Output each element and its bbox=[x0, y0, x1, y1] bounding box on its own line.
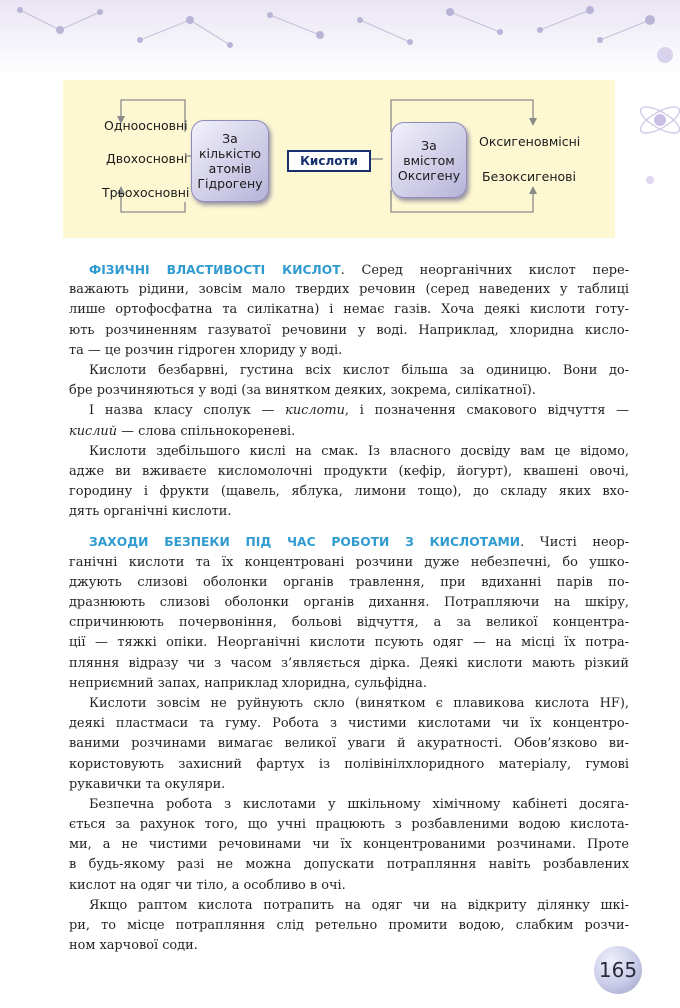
section-heading-safety: ЗАХОДИ БЕЗПЕКИ ПІД ЧАС РОБОТИ З КИСЛОТАМИ bbox=[89, 535, 521, 550]
text-line: І назва класу сполук — кислоти, і позначення смакового відчуття — bbox=[89, 403, 629, 419]
text-line: Безпечна робота з кислотами у шкільному хімічному кабінеті досяга- bbox=[89, 796, 629, 812]
hydrogen-box-line: За bbox=[222, 131, 238, 146]
hydrogen-box-line: Гідрогену bbox=[197, 176, 263, 191]
text-line: ЗАХОДИ БЕЗПЕКИ ПІД ЧАС РОБОТИ З КИСЛОТАМИ. Чисті неор- bbox=[89, 535, 629, 551]
text-line: кислий — слова спільнокореневі. bbox=[69, 423, 296, 439]
text-line: Кислоти безбарвні, густина всіх кислот більша за одиницю. Вони до- bbox=[89, 362, 629, 378]
text-line: ють розчиненням газуватої речовини у воді. Наприклад, хлоридна кисло- bbox=[69, 322, 629, 338]
text-line: джують слизові оболонки органів травлення, при вдиханні парів по- bbox=[69, 574, 629, 590]
acid-classification-diagram bbox=[63, 80, 615, 238]
hydrogen-box-line: кількістю bbox=[198, 146, 262, 161]
molecule-decoration bbox=[0, 0, 680, 80]
text-line: важають рідини, зовсім мало твердих речовин (серед наведених у таблиці bbox=[69, 282, 629, 298]
text-line: рукавички та окуляри. bbox=[69, 776, 226, 792]
text-line: користовують захисний фартух із полівінілхлоридного матеріалу, гумові bbox=[69, 756, 629, 772]
text-line: ганічні кислоти та їх концентровані розчини дуже небезпечні, бо ушко- bbox=[69, 554, 629, 570]
text-line: пляння відразу чи з часом з’являється дірка. Деякі кислоти мають різкий bbox=[69, 655, 629, 671]
page-body bbox=[69, 260, 629, 956]
atom-decoration bbox=[620, 70, 680, 210]
text-line: деякі пластмаси та гуму. Робота з чистими кислотами чи їх концентро- bbox=[69, 716, 629, 732]
text-line: бре розчиняються у воді (за винятком деяких, зокрема, силікатної). bbox=[69, 383, 536, 399]
text-line: ми, а не чистими речовинами чи їх концентрованими розчинами. Проте bbox=[69, 837, 629, 853]
hydrogen-box-line: атомів bbox=[208, 161, 252, 176]
text-line: ції — тяжкі опіки. Неорганічні кислоти псують одяг — на місці їх потра- bbox=[69, 635, 629, 651]
text-line: та — це розчин гідроген хлориду у воді. bbox=[69, 342, 343, 358]
text-line: ваними розчинами вимагає великої уваги й акуратності. Обов’язково ви- bbox=[69, 736, 629, 752]
text-line: неприємний запах, наприклад хлоридна, сульфідна. bbox=[69, 675, 427, 691]
acids-center-label: Кислоти bbox=[287, 150, 371, 172]
left-item-tribasic: Трьохосновні bbox=[102, 185, 190, 200]
text-line: городину і фрукти (щавель, яблука, лимони тощо), до складу яких вхо- bbox=[69, 484, 629, 500]
left-item-dibasic: Двохосновні bbox=[106, 151, 188, 166]
left-item-monobasic: Одноосновні bbox=[104, 118, 188, 133]
text-line: ри, то місце потрапляння слід ретельно промити водою, слабким розчи- bbox=[69, 918, 629, 933]
text-line: спричинюють почервоніння, больові відчуття, а за великої концентра- bbox=[69, 615, 629, 631]
page-number: 165 bbox=[594, 946, 642, 994]
right-item-oxygen-free: Безоксигенові bbox=[482, 169, 577, 184]
oxygen-box-line: За bbox=[421, 137, 437, 153]
oxygen-box-line: вмістом bbox=[403, 152, 455, 168]
text-line: Кислоти здебільшого кислі на смак. Із власного досвіду вам це відомо, bbox=[89, 443, 629, 459]
text-line: в будь-якому разі не можна допускати потрапляння навіть розбавлених bbox=[69, 857, 629, 873]
text-line: Кислоти зовсім не руйнують скло (винятком є плавикова кислота HF), bbox=[89, 695, 629, 711]
italic-term: кислоти bbox=[285, 403, 345, 419]
text-line: лише ортофосфатна та силікатна) і немає газів. Хоча деякі кислоти готу- bbox=[69, 302, 629, 318]
text-line: Якщо раптом кислота потрапить на одяг чи на відкриту ділянку шкі- bbox=[89, 897, 629, 913]
italic-term: кислий bbox=[69, 423, 118, 439]
text-line: ФІЗИЧНІ ВЛАСТИВОСТІ КИСЛОТ. Серед неорганічних кислот пере- bbox=[89, 263, 629, 278]
text-line: дять органічні кислоти. bbox=[69, 504, 232, 520]
section-heading-physical-properties: ФІЗИЧНІ ВЛАСТИВОСТІ КИСЛОТ bbox=[89, 263, 341, 277]
text-line: адже ви вживаєте кисломолочні продукти (кефір, йогурт), квашені овочі, bbox=[69, 463, 629, 479]
oxygen-content-box bbox=[391, 122, 467, 198]
oxygen-box-line: Оксигену bbox=[397, 167, 461, 183]
text-line: ється за рахунок того, що учні працюють з розбавленими водою кислота- bbox=[69, 817, 629, 833]
hydrogen-count-box bbox=[191, 120, 269, 202]
right-item-oxygen-containing: Оксигеновмісні bbox=[479, 134, 581, 149]
text-line: ном харчової соди. bbox=[69, 938, 198, 954]
text-line: дразнюють слизові оболонки органів дихання. Потрапляючи на шкіру, bbox=[69, 595, 629, 610]
text-line: кислот на одяг чи тіло, а особливо в очі. bbox=[69, 877, 346, 893]
